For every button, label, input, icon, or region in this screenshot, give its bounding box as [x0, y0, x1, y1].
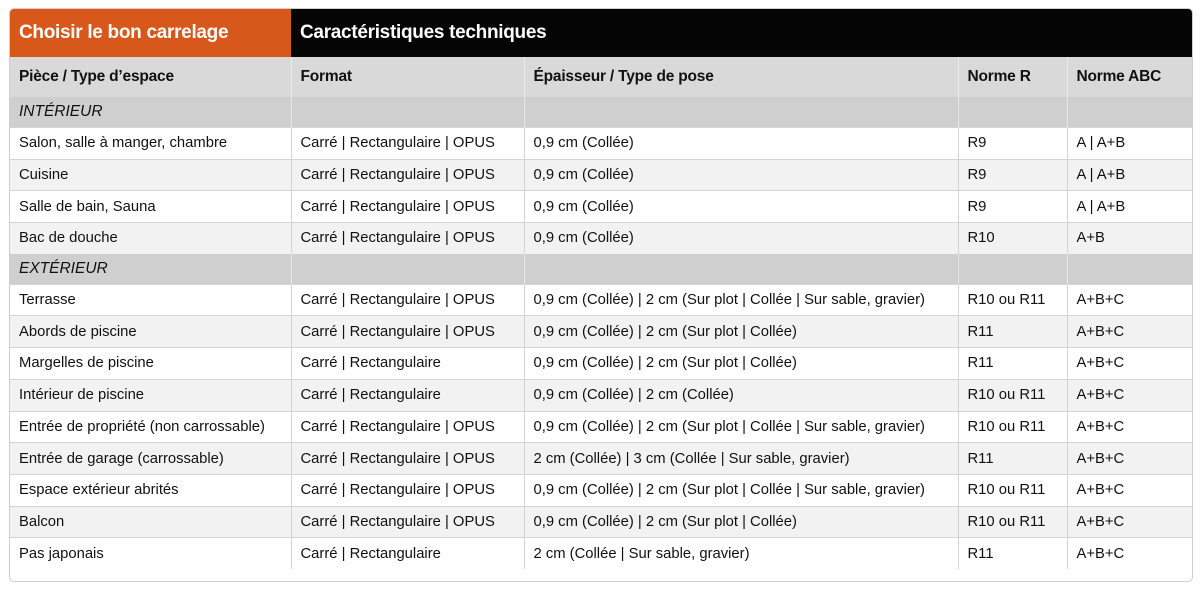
right-title: Caractéristiques techniques: [291, 9, 1192, 57]
cell-space: Cuisine: [10, 159, 291, 191]
cell-space: Bac de douche: [10, 223, 291, 254]
section-empty-cell: [958, 254, 1067, 285]
table-row: [10, 348, 1192, 380]
cell-space: Terrasse: [10, 284, 291, 316]
cell-format: Carré | Rectangulaire: [291, 538, 524, 569]
cell-norm-r: R9: [958, 159, 1067, 191]
tile-selection-table-card: [9, 8, 1193, 582]
cell-format: Carré | Rectangulaire | OPUS: [291, 316, 524, 348]
section-empty-cell: [524, 97, 958, 128]
column-header-norm-abc: Norme ABC: [1067, 57, 1192, 97]
cell-space: Abords de piscine: [10, 316, 291, 348]
cell-thickness: 0,9 cm (Collée) | 2 cm (Collée): [524, 379, 958, 411]
cell-norm-abc: A+B+C: [1067, 316, 1192, 348]
table-row: [10, 379, 1192, 411]
cell-thickness: 0,9 cm (Collée): [524, 128, 958, 160]
cell-thickness: 0,9 cm (Collée) | 2 cm (Sur plot | Collée): [524, 506, 958, 538]
section-row: [10, 97, 1192, 128]
table-row: [10, 443, 1192, 475]
cell-norm-r: R10 ou R11: [958, 379, 1067, 411]
table-row: [10, 284, 1192, 316]
cell-norm-r: R9: [958, 128, 1067, 160]
section-empty-cell: [958, 97, 1067, 128]
cell-norm-r: R10 ou R11: [958, 411, 1067, 443]
section-label: INTÉRIEUR: [10, 97, 291, 128]
cell-norm-abc: A+B+C: [1067, 474, 1192, 506]
cell-norm-r: R11: [958, 348, 1067, 380]
cell-norm-abc: A+B+C: [1067, 284, 1192, 316]
section-empty-cell: [291, 97, 524, 128]
cell-space: Balcon: [10, 506, 291, 538]
table-row: [10, 159, 1192, 191]
cell-space: Intérieur de piscine: [10, 379, 291, 411]
cell-norm-r: R10 ou R11: [958, 284, 1067, 316]
cell-space: Pas japonais: [10, 538, 291, 569]
table-row: [10, 191, 1192, 223]
cell-norm-abc: A | A+B: [1067, 159, 1192, 191]
tile-selection-table: [10, 9, 1192, 569]
cell-norm-abc: A+B+C: [1067, 538, 1192, 569]
cell-space: Entrée de garage (carrossable): [10, 443, 291, 475]
table-row: [10, 128, 1192, 160]
cell-norm-r: R11: [958, 443, 1067, 475]
cell-space: Salle de bain, Sauna: [10, 191, 291, 223]
cell-thickness: 0,9 cm (Collée): [524, 159, 958, 191]
cell-thickness: 0,9 cm (Collée) | 2 cm (Sur plot | Collée | Sur sable, gravier): [524, 411, 958, 443]
cell-norm-r: R11: [958, 538, 1067, 569]
cell-norm-abc: A | A+B: [1067, 128, 1192, 160]
table-row: [10, 506, 1192, 538]
cell-format: Carré | Rectangulaire | OPUS: [291, 191, 524, 223]
cell-norm-abc: A+B+C: [1067, 411, 1192, 443]
cell-thickness: 0,9 cm (Collée) | 2 cm (Sur plot | Collée): [524, 348, 958, 380]
cell-format: Carré | Rectangulaire | OPUS: [291, 159, 524, 191]
column-header-norm-r: Norme R: [958, 57, 1067, 97]
cell-norm-abc: A+B+C: [1067, 506, 1192, 538]
cell-format: Carré | Rectangulaire | OPUS: [291, 411, 524, 443]
cell-thickness: 0,9 cm (Collée): [524, 191, 958, 223]
cell-thickness: 0,9 cm (Collée) | 2 cm (Sur plot | Collée | Sur sable, gravier): [524, 284, 958, 316]
title-bar: [10, 9, 1192, 57]
column-header-thickness: Épaisseur / Type de pose: [524, 57, 958, 97]
cell-norm-abc: A+B+C: [1067, 348, 1192, 380]
cell-format: Carré | Rectangulaire: [291, 379, 524, 411]
cell-format: Carré | Rectangulaire: [291, 348, 524, 380]
cell-thickness: 0,9 cm (Collée): [524, 223, 958, 254]
table-row: [10, 223, 1192, 254]
column-header-space: Pièce / Type d’espace: [10, 57, 291, 97]
table-row: [10, 538, 1192, 569]
cell-space: Espace extérieur abrités: [10, 474, 291, 506]
cell-norm-r: R10 ou R11: [958, 474, 1067, 506]
cell-format: Carré | Rectangulaire | OPUS: [291, 128, 524, 160]
cell-thickness: 2 cm (Collée | Sur sable, gravier): [524, 538, 958, 569]
column-header-format: Format: [291, 57, 524, 97]
cell-thickness: 0,9 cm (Collée) | 2 cm (Sur plot | Collée): [524, 316, 958, 348]
cell-norm-r: R9: [958, 191, 1067, 223]
table-row: [10, 474, 1192, 506]
cell-thickness: 0,9 cm (Collée) | 2 cm (Sur plot | Collée | Sur sable, gravier): [524, 474, 958, 506]
cell-space: Entrée de propriété (non carrossable): [10, 411, 291, 443]
section-row: [10, 254, 1192, 285]
column-header-row: [10, 57, 1192, 97]
cell-norm-abc: A+B: [1067, 223, 1192, 254]
section-label: EXTÉRIEUR: [10, 254, 291, 285]
left-title: Choisir le bon carrelage: [10, 9, 291, 57]
cell-norm-r: R10: [958, 223, 1067, 254]
section-empty-cell: [291, 254, 524, 285]
cell-format: Carré | Rectangulaire | OPUS: [291, 284, 524, 316]
table-row: [10, 411, 1192, 443]
cell-norm-abc: A+B+C: [1067, 443, 1192, 475]
cell-format: Carré | Rectangulaire | OPUS: [291, 443, 524, 475]
section-empty-cell: [1067, 97, 1192, 128]
cell-format: Carré | Rectangulaire | OPUS: [291, 506, 524, 538]
cell-format: Carré | Rectangulaire | OPUS: [291, 474, 524, 506]
table-row: [10, 316, 1192, 348]
section-empty-cell: [1067, 254, 1192, 285]
cell-thickness: 2 cm (Collée) | 3 cm (Collée | Sur sable, gravier): [524, 443, 958, 475]
cell-space: Margelles de piscine: [10, 348, 291, 380]
cell-norm-abc: A+B+C: [1067, 379, 1192, 411]
table-body: [10, 97, 1192, 569]
cell-norm-abc: A | A+B: [1067, 191, 1192, 223]
cell-norm-r: R10 ou R11: [958, 506, 1067, 538]
cell-norm-r: R11: [958, 316, 1067, 348]
cell-space: Salon, salle à manger, chambre: [10, 128, 291, 160]
section-empty-cell: [524, 254, 958, 285]
cell-format: Carré | Rectangulaire | OPUS: [291, 223, 524, 254]
